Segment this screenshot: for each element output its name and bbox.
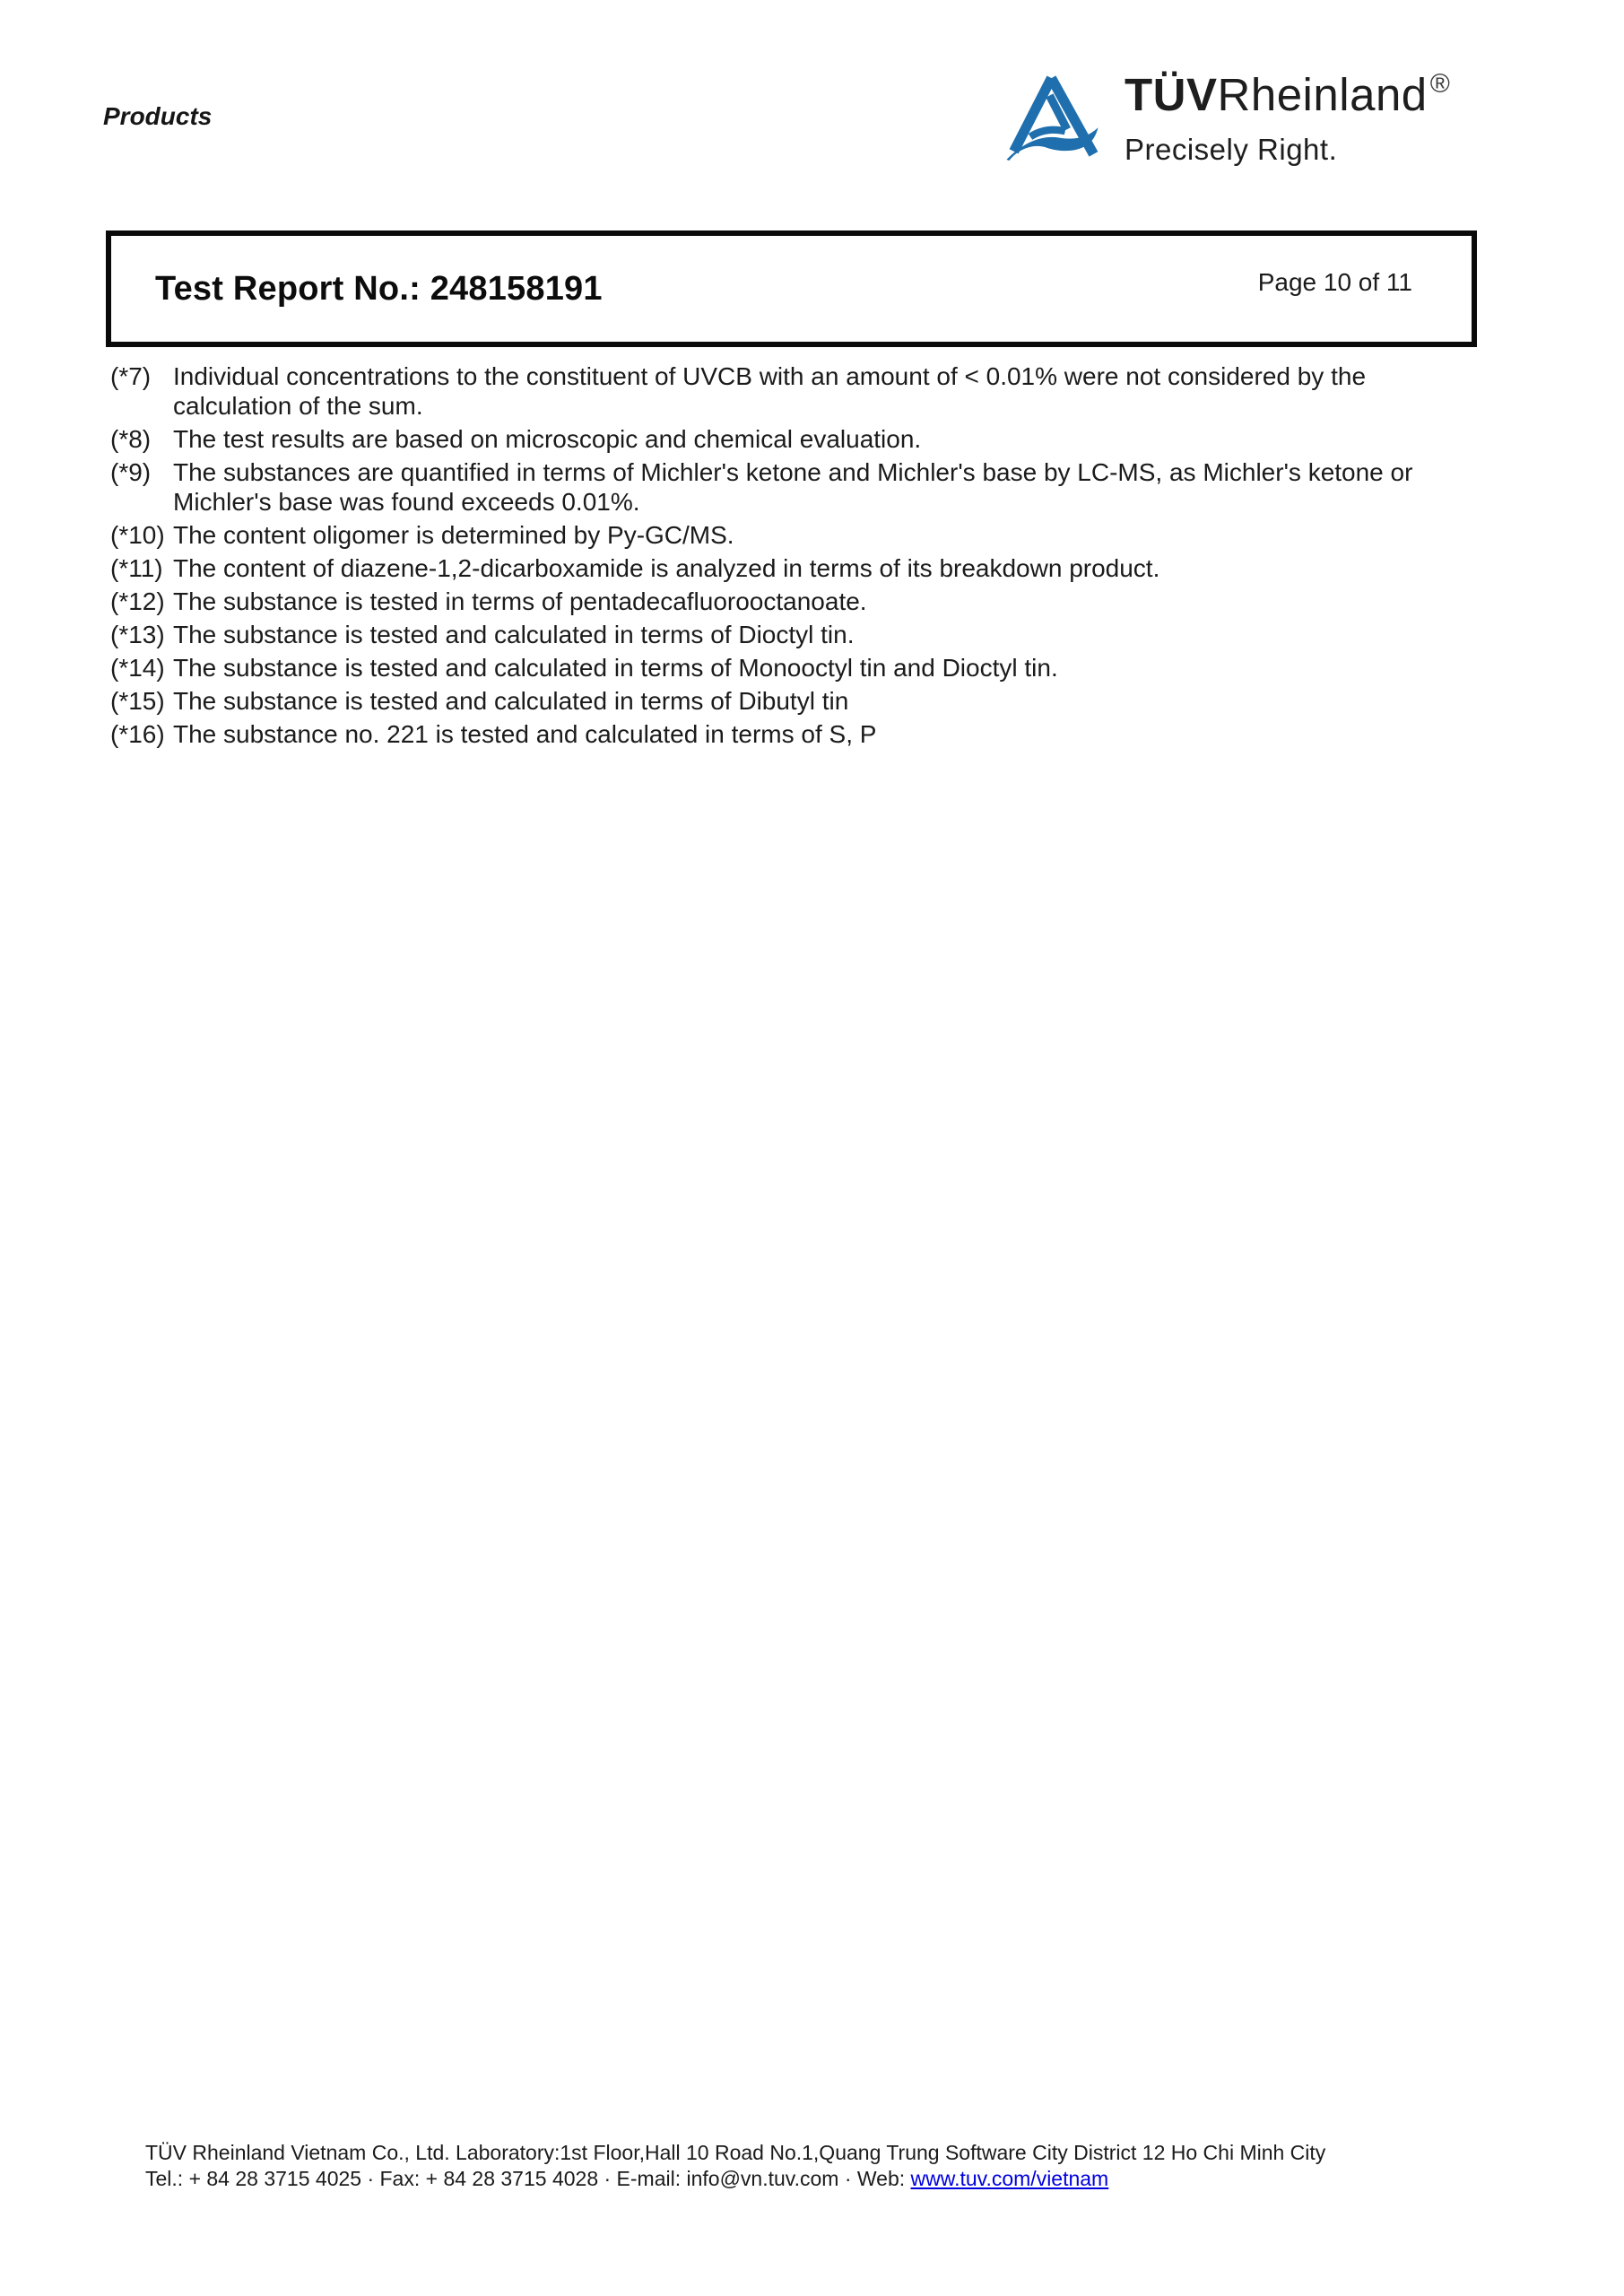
footnote-text: The test results are based on microscopic and chemical evaluation. xyxy=(173,425,922,453)
report-title: Test Report No.: 248158191 xyxy=(155,269,603,308)
report-header-box xyxy=(106,230,1477,347)
footnote-text: The substances are quantified in terms of Michler's ketone and Michler's base by LC-MS, as Michler's ketone or Michler's base was found exceeds 0.01%. xyxy=(173,458,1413,516)
footnote-label: (*11) xyxy=(110,554,163,582)
footnote-label: (*16) xyxy=(110,720,165,748)
products-label: Products xyxy=(103,102,213,130)
footnote-text: The substance is tested and calculated in terms of Dioctyl tin. xyxy=(173,621,855,648)
logo-brand-tuv: TÜV xyxy=(1125,69,1218,120)
footer-address-line: TÜV Rheinland Vietnam Co., Ltd. Laboratory:1st Floor,Hall 10 Road No.1,Quang Trung Software City District 12 Ho Chi Minh City xyxy=(145,2141,1326,2164)
footnote-item xyxy=(110,520,1433,550)
page-footer xyxy=(145,2140,1325,2192)
footnote-label: (*13) xyxy=(110,621,165,648)
footnote-item xyxy=(110,553,1433,583)
website-link[interactable]: www.tuv.com/vietnam xyxy=(910,2167,1109,2190)
footnote-label: (*15) xyxy=(110,687,165,715)
footnote-label: (*12) xyxy=(110,587,165,615)
footnote-item xyxy=(110,686,1433,716)
footnote-text: The substance is tested in terms of pentadecafluorooctanoate. xyxy=(173,587,867,615)
footnote-text: The substance no. 221 is tested and calculated in terms of S, P xyxy=(173,720,877,748)
footnote-item xyxy=(110,719,1433,749)
footnote-item xyxy=(110,361,1433,421)
logo-text xyxy=(1125,70,1450,167)
page-indicator: Page 10 of 11 xyxy=(1257,268,1412,296)
tuv-triangle-icon xyxy=(1004,74,1101,161)
footer-contact-line xyxy=(145,2166,1325,2192)
footnote-text: Individual concentrations to the constituent of UVCB with an amount of < 0.01% were not considered by the calculation of the sum. xyxy=(173,362,1367,420)
footnote-item xyxy=(110,457,1433,517)
footnote-label: (*14) xyxy=(110,654,165,682)
footnote-text: The substance is tested and calculated in terms of Dibutyl tin xyxy=(173,687,849,715)
footnote-text: The content of diazene-1,2-dicarboxamide is analyzed in terms of its breakdown product. xyxy=(173,554,1160,582)
footnote-label: (*8) xyxy=(110,425,152,453)
footnote-item xyxy=(110,620,1433,649)
logo-brand xyxy=(1125,70,1450,127)
footnote-text: The substance is tested and calculated in terms of Monooctyl tin and Dioctyl tin. xyxy=(173,654,1058,682)
footnote-label: (*9) xyxy=(110,458,152,486)
logo-tagline: Precisely Right. xyxy=(1125,133,1338,166)
footnote-text: The content oligomer is determined by Py-GC/MS. xyxy=(173,521,734,549)
footnote-item xyxy=(110,424,1433,454)
footnote-item xyxy=(110,653,1433,683)
registered-mark-icon: ® xyxy=(1429,69,1451,99)
footnote-item xyxy=(110,587,1433,616)
tuv-rheinland-logo xyxy=(1004,70,1450,167)
footnotes-list xyxy=(110,361,1433,752)
footer-contact-text: Tel.: + 84 28 3715 4025 · Fax: + 84 28 3715 4028 · E-mail: info@vn.tuv.com · Web: xyxy=(145,2167,911,2190)
footnote-label: (*10) xyxy=(110,521,165,549)
logo-brand-rheinland: Rheinland xyxy=(1217,69,1428,120)
footnote-label: (*7) xyxy=(110,362,152,390)
